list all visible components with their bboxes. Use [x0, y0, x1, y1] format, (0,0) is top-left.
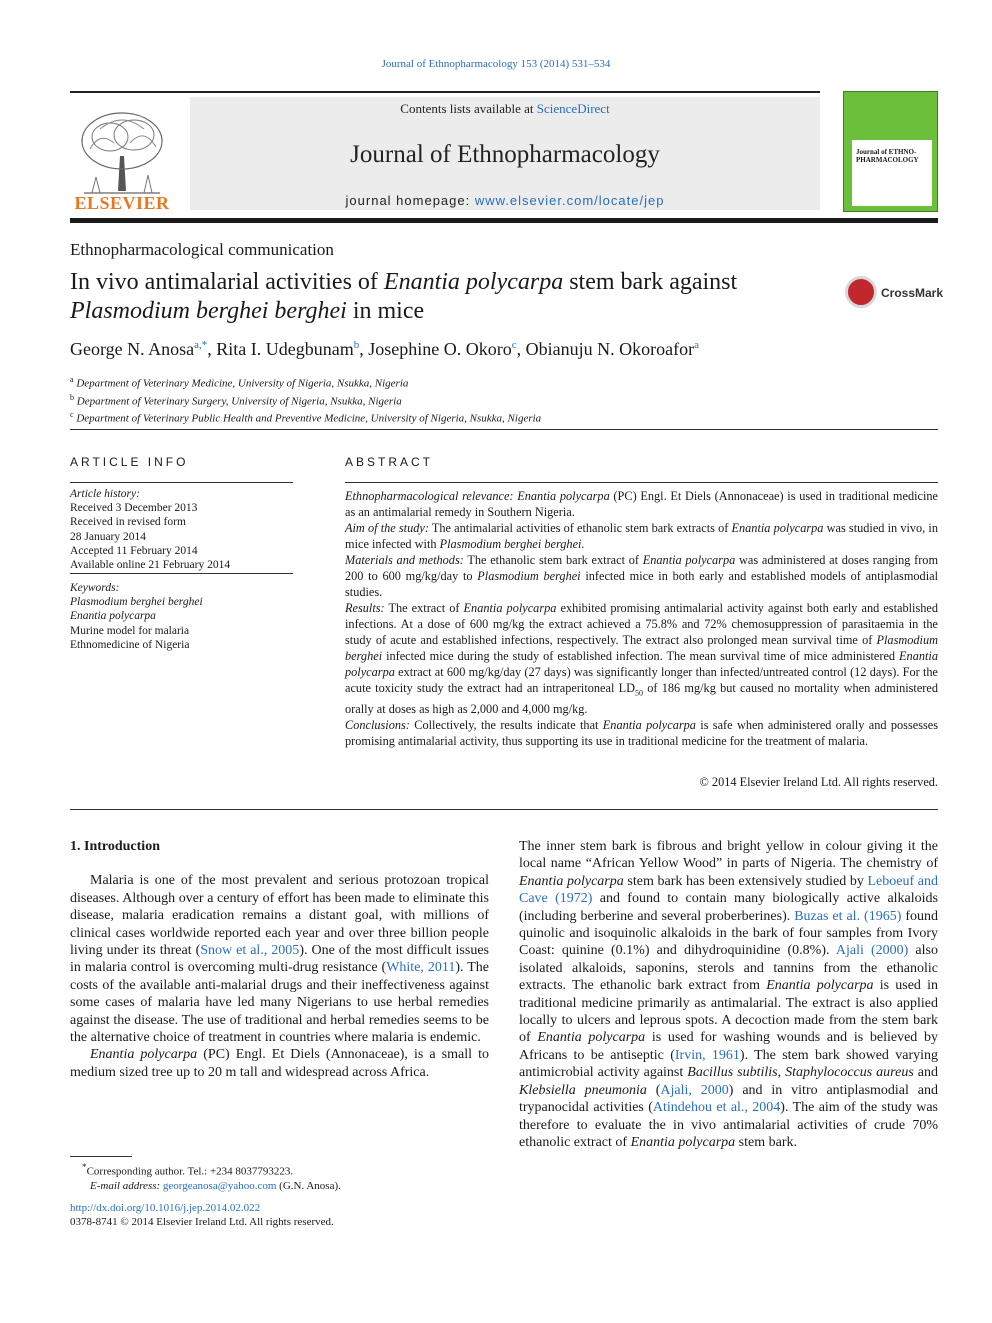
- author-name[interactable]: George N. Anosa: [70, 339, 195, 359]
- corresponding-author-note: *Corresponding author. Tel.: +234 8037793223.: [82, 1162, 294, 1178]
- masthead-top-rule: [70, 91, 820, 93]
- citation-link[interactable]: Ajali, 2000: [660, 1082, 729, 1098]
- divider: [70, 809, 938, 810]
- abstract-conclusions: Conclusions: Collectively, the results indicate that Enantia polycarpa is safe when administered orally and possesses promising antimalarial activity, thus supporting its use in traditional medicine for the treatment of malaria.: [345, 718, 939, 749]
- issn-line: 0378-8741 © 2014 Elsevier Ireland Ltd. All rights reserved.: [70, 1216, 334, 1228]
- history-entry: 28 January 2014: [70, 530, 147, 543]
- body-paragraph: Enantia polycarpa (PC) Engl. Et Diels (Annonaceae), is a small to medium sized tree up to 20 m tall and widespread across Africa.: [70, 1047, 489, 1080]
- body-paragraph: The inner stem bark is fibrous and bright yellow in colour giving it the local name “African Yellow Wood” in parts of Nigeria. The chemistry of Enantia polycarpa stem bark has been extensively studied by Leboeuf and Cave (1972) and found to contain many biologically active alkaloids (including berberine and several proberberines). Buzas et al. (1965) found quinolic and isoquinolic alkaloids in the bark of four samples from Ivory Coast: quinine (0.1%) and dihydroquinidine (0.8%). Ajali (2000) also isolated alkaloids, saponins, sterols and tannins from the ethanolic extracts. The ethanolic bark extract from Enantia polycarpa is used in traditional medicine primarily as antimalarial. The extract is also applied locally to ulcers and leprous spots. A decoction made from the stem bark of Enantia polycarpa is used for washing wounds and is believed by Africans to be antiseptic (Irvin, 1961). The stem bark showed varying antimicrobial activity against Bacillus subtilis, Staphylococcus aureus and Klebsiella pneumonia (Ajali, 2000) and in vitro antiplasmodial and trypanocidal activities (Atindehou et al., 2004). The aim of the study was therefore to evaluate the in vivo antimalarial activities of crude 70% ethanolic extract of Enantia polycarpa stem bark.: [519, 839, 939, 1150]
- author-name[interactable]: Rita I. Udegbunam: [216, 339, 354, 359]
- abstract-body: [345, 488, 938, 749]
- contents-line: Contents lists available at ScienceDirect: [400, 101, 610, 116]
- author-list: George N. Anosa$^{a,*}$, Rita I. Udegbunam$^b$, Josephine O. Okoro$^c$, Obianuju N. Okoroafor$^a$: [70, 339, 700, 359]
- history-entry: Available online 21 February 2014: [70, 559, 231, 572]
- journal-homepage: journal homepage: www.elsevier.com/locate/jep: [345, 193, 665, 208]
- body-column-left: [70, 838, 489, 1081]
- author-name[interactable]: Obianuju N. Okoroafor: [525, 339, 695, 359]
- article-title: In vivo antimalarial activities of Enantia polycarpa stem bark against Plasmodium berghei berghei in mice: [70, 269, 738, 324]
- author-affiliation-marker[interactable]: b: [353, 339, 360, 351]
- citation-link[interactable]: Buzas et al. (1965): [794, 908, 902, 924]
- journal-banner: [190, 97, 820, 210]
- citation-link[interactable]: Leboeuf and Cave (1972): [519, 873, 938, 907]
- history-entry: Accepted 11 February 2014: [70, 544, 198, 557]
- sciencedirect-link[interactable]: ScienceDirect: [536, 101, 610, 116]
- cover-title: Journal of ETHNO-PHARMACOLOGY: [856, 148, 919, 164]
- abstract-methods: Materials and methods: The ethanolic stem bark extract of Enantia polycarpa was administered at doses ranging from 200 to 600 mg/kg/day to Plasmodium berghei infected mice in both early and established models of antiplasmodial studies.: [345, 553, 939, 599]
- history-entry: Received in revised form: [70, 516, 186, 529]
- crossmark-icon: [845, 276, 877, 308]
- body-paragraph: Malaria is one of the most prevalent and serious protozoan tropical diseases. Although over a century of effort has been made to eliminate this disease, malaria eradication remains a distant goal, with millions of clinical cases worldwide reported each year and over three billion people living under its threat (Snow et al., 2005). One of the most difficult issues in malaria control is overcoming multi-drug resistance (White, 2011). The costs of the available anti-malarial drugs and their ineffectiveness against some cases of malaria have led many Nigerians to use herbal remedies against the disease. The use of traditional and herbal remedies seems to be the alternative choice of treatment in countries where malaria is endemic.: [70, 873, 489, 1046]
- author-affiliation-marker[interactable]: a,*: [194, 339, 208, 351]
- affiliation: $^b$ Department of Veterinary Surgery, University of Nigeria, Nsukka, Nigeria: [70, 392, 402, 408]
- body-column-right: [519, 838, 938, 1151]
- author-name[interactable]: Josephine O. Okoro: [368, 339, 512, 359]
- journal-name[interactable]: Journal of Ethnopharmacology: [350, 141, 660, 168]
- journal-cover-thumbnail[interactable]: [843, 91, 938, 212]
- history-entry: Received 3 December 2013: [70, 502, 198, 515]
- divider: [70, 429, 938, 430]
- abstract-aim: Aim of the study: The antimalarial activities of ethanolic stem bark extracts of Enantia polycarpa was studied in vivo, in mice infected with Plasmodium berghei berghei.: [345, 521, 938, 551]
- crossmark-badge[interactable]: [845, 274, 945, 314]
- keyword: Plasmodium berghei berghei: [70, 596, 203, 609]
- affiliation: $^c$ Department of Veterinary Public Health and Preventive Medicine, University of Nigeria, Nsukka, Nigeria: [70, 410, 542, 425]
- footnotes: [70, 1160, 341, 1193]
- abstract-heading: ABSTRACT: [345, 455, 434, 469]
- citation-link[interactable]: White, 2011: [386, 960, 456, 976]
- article-type: Ethnopharmacological communication: [70, 240, 334, 259]
- keyword: Murine model for malaria: [70, 624, 190, 637]
- keyword: Enantia polycarpa: [70, 610, 156, 623]
- keyword: Ethnomedicine of Nigeria: [70, 638, 190, 651]
- homepage-link[interactable]: www.elsevier.com/locate/jep: [474, 193, 665, 208]
- abstract-copyright: © 2014 Elsevier Ireland Ltd. All rights reserved.: [699, 775, 938, 789]
- email-note: E-mail address: georgeanosa@yahoo.com (G.N. Anosa).: [90, 1179, 341, 1192]
- article-info-heading: ARTICLE INFO: [70, 455, 189, 469]
- citation-link[interactable]: Ajali (2000): [835, 943, 909, 959]
- keywords: Keywords: Plasmodium berghei berghei Enantia polycarpa Murine model for malaria Ethnomedicine of Nigeria: [70, 582, 203, 651]
- doi-link[interactable]: http://dx.doi.org/10.1016/j.jep.2014.02.022: [70, 1202, 261, 1214]
- doi-block: [70, 1201, 334, 1229]
- abstract-results: Results: The extract of Enantia polycarpa exhibited promising antimalarial activity against both early and established infections. At a dose of 600 mg/kg the extract achieved a 75.8% and 72% chemosuppression of parasitaemia in the study of acute and established infections, respectively. The extract also prolonged mean survival time of Plasmodium berghei infected mice during the study of established infection. The mean survival time of mice administered Enantia polycarpa extract at 600 mg/kg/day (27 days) was significantly longer than infected/untreated control (12 days). For the acute toxicity study the extract had an intraperitoneal $LD_{50}$ of 186 mg/kg but caused no mortality when administered orally at doses as high as 2,000 and 4,000 mg/kg.: [345, 601, 938, 717]
- citation-link[interactable]: Irvin, 1961: [674, 1047, 740, 1063]
- footnote-rule: [70, 1156, 132, 1157]
- divider: [70, 573, 293, 574]
- publisher-wordmark[interactable]: ELSEVIER: [74, 193, 170, 213]
- masthead-rule: [70, 218, 938, 223]
- author-affiliation-marker[interactable]: a: [694, 339, 700, 351]
- citation-link[interactable]: Atindehou et al., 2004: [652, 1100, 781, 1116]
- masthead: [70, 91, 938, 212]
- email-link[interactable]: georgeanosa@yahoo.com: [162, 1179, 277, 1192]
- divider: [345, 482, 938, 483]
- citation-link[interactable]: Snow et al., 2005: [200, 943, 300, 959]
- crossmark-label: CrossMark: [881, 286, 944, 300]
- journal-citation[interactable]: Journal of Ethnopharmacology 153 (2014) 531–534: [381, 58, 611, 70]
- affiliation: $^a$ Department of Veterinary Medicine, University of Nigeria, Nsukka, Nigeria: [70, 375, 409, 390]
- divider: [70, 482, 293, 483]
- abstract-relevance: Ethnopharmacological relevance: Enantia polycarpa (PC) Engl. Et Diels (Annonaceae) is used in traditional medicine as an antimalarial remedy in Southern Nigeria.: [345, 489, 938, 519]
- section-heading-introduction: 1. Introduction: [70, 839, 160, 854]
- author-affiliation-marker[interactable]: c: [511, 339, 517, 351]
- affiliations: [70, 373, 541, 426]
- article-history: Article history: Received 3 December 2013 Received in revised form 28 January 2014 Accepted 11 February 2014 Available online 21 February 2014: [70, 488, 231, 572]
